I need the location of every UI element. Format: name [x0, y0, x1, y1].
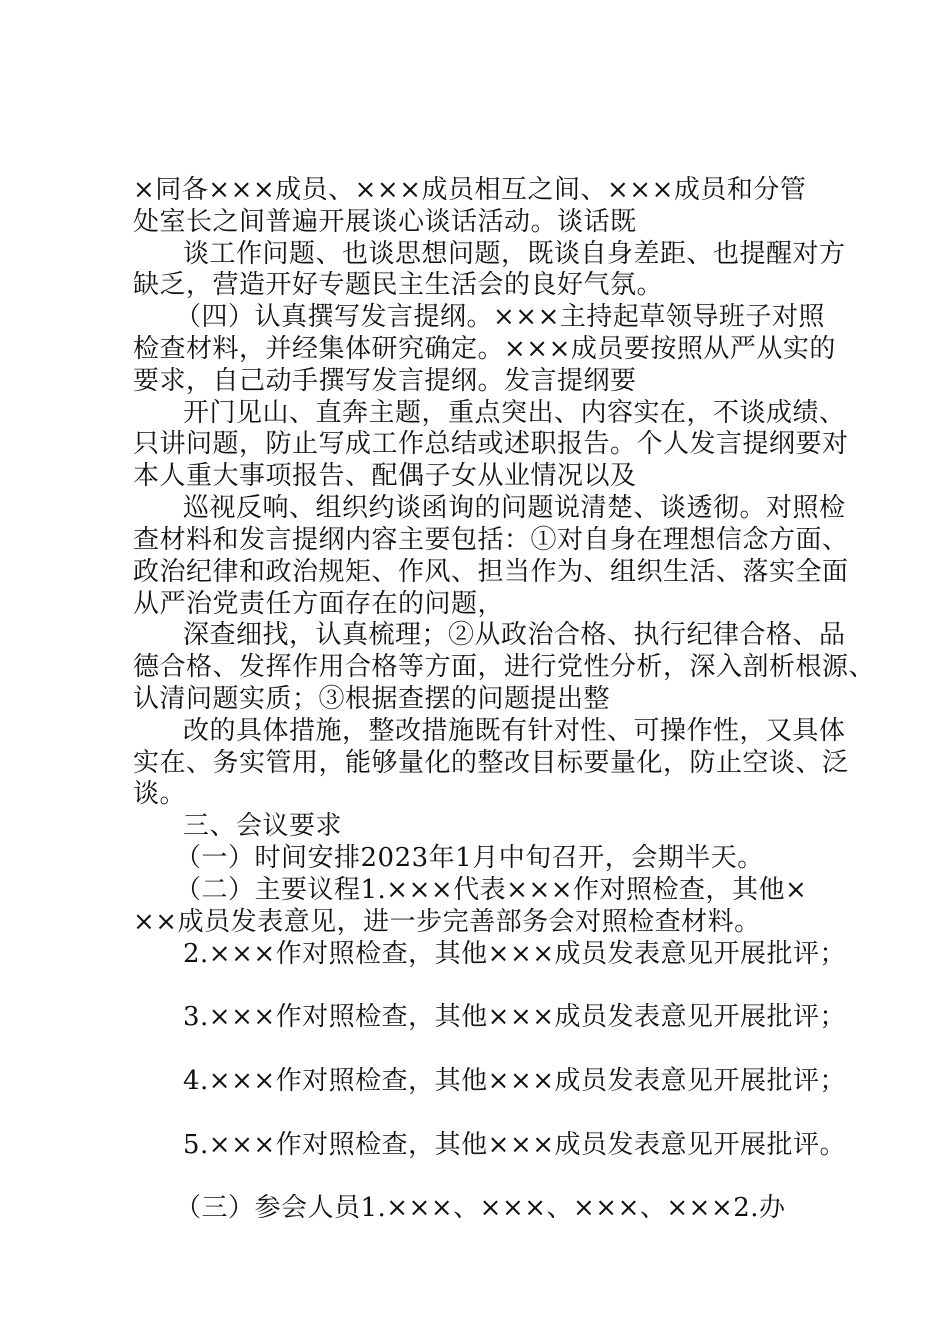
- text-line: 检查材料，并经集体研究确定。×××成员要按照从严从实的: [133, 334, 836, 364]
- text-line: 缺乏，营造开好专题民主生活会的良好气氛。: [133, 270, 664, 300]
- agenda-item: 2.×××作对照检查，其他×××成员发表意见开展批评；: [183, 939, 847, 969]
- text-line: 认清问题实质；③根据查摆的问题提出整: [133, 684, 611, 714]
- agenda-item: 3.×××作对照检查，其他×××成员发表意见开展批评；: [183, 1002, 847, 1032]
- text-line: （四）认真撰写发言提纲。×××主持起草领导班子对照: [175, 302, 825, 332]
- text-line: （三）参会人员1.×××、×××、×××、×××2.办: [175, 1193, 786, 1223]
- text-line: 改的具体措施，整改措施既有针对性、可操作性，又具体: [183, 716, 846, 746]
- text-line: 谈工作问题、也谈思想问题，既谈自身差距、也提醒对方: [183, 239, 846, 269]
- text-line: 要求，自己动手撰写发言提纲。发言提纲要: [133, 366, 637, 396]
- text-line: （二）主要议程1.×××代表×××作对照检查，其他×: [175, 875, 808, 905]
- text-line: 处室长之间普遍开展谈心谈话活动。谈话既: [133, 207, 637, 237]
- agenda-item: 5.×××作对照检查，其他×××成员发表意见开展批评。: [183, 1130, 847, 1160]
- text-line: 深查细找，认真梳理；②从政治合格、执行纪律合格、品: [183, 620, 846, 650]
- text-line: （一）时间安排2023年1月中旬召开，会期半天。: [175, 843, 764, 873]
- text-line: 本人重大事项报告、配偶子女从业情况以及: [133, 461, 637, 491]
- section-heading: 三、会议要求: [183, 811, 343, 841]
- text-line: 只讲问题，防止写成工作总结或述职报告。个人发言提纲要对: [133, 429, 849, 459]
- text-line: 开门见山、直奔主题，重点突出、内容实在，不谈成绩、: [183, 398, 846, 428]
- text-line: 德合格、发挥作用合格等方面，进行党性分析，深入剖析根源、: [133, 652, 876, 682]
- text-line: 实在、务实管用，能够量化的整改目标要量化，防止空谈、泛: [133, 748, 849, 778]
- text-line: ××成员发表意见，进一步完善部务会对照检查材料。: [133, 907, 761, 937]
- text-line: 谈。: [133, 779, 187, 809]
- text-line: 巡视反响、组织约谈函询的问题说清楚、谈透彻。对照检: [183, 493, 846, 523]
- text-line: 从严治党责任方面存在的问题，: [133, 589, 505, 619]
- text-line: 政治纪律和政治规矩、作风、担当作为、组织生活、落实全面: [133, 557, 849, 587]
- text-line: 查材料和发言提纲内容主要包括：①对自身在理想信念方面、: [133, 525, 849, 555]
- agenda-item: 4.×××作对照检查，其他×××成员发表意见开展批评；: [183, 1066, 847, 1096]
- text-line: ×同各×××成员、×××成员相互之间、×××成员和分管: [133, 175, 807, 205]
